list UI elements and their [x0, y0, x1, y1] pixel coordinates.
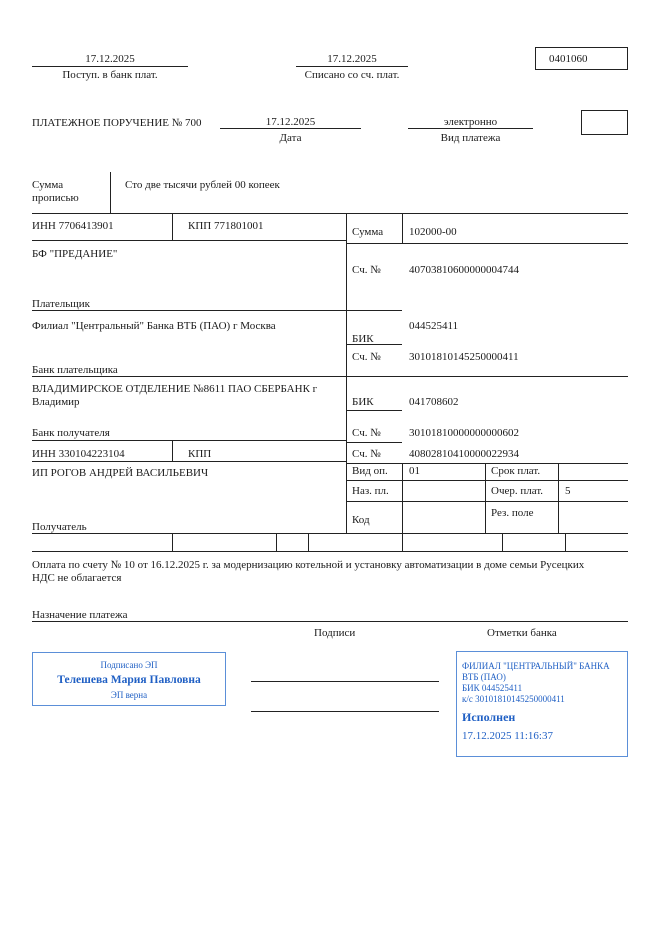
- payer-bank-bik-value: 044525411: [409, 320, 459, 332]
- priority-value: 5: [565, 485, 571, 497]
- recipient-bank-role-label: Банк получателя: [32, 427, 110, 439]
- divider: [346, 243, 628, 244]
- signature-line: [251, 711, 439, 712]
- payer-bank-bik-label: БИК: [352, 333, 374, 345]
- priority-label: Очер. плат.: [491, 485, 544, 497]
- received-label: Поступ. в банк плат.: [62, 69, 158, 81]
- signature-line: [251, 681, 439, 682]
- payer-kpp: КПП 771801001: [188, 220, 264, 232]
- divider: [308, 533, 309, 551]
- divider: [32, 440, 346, 441]
- bank-stamp-datetime: 17.12.2025 11:16:37: [462, 730, 553, 742]
- recipient-bank-bik-value: 041708602: [409, 396, 459, 408]
- ep-signer-name: Телешева Мария Павловна: [57, 674, 201, 686]
- order-date-label: Дата: [279, 132, 302, 144]
- bank-stamp: [456, 651, 628, 757]
- recipient-kpp: КПП: [188, 448, 212, 460]
- bank-stamp-status: Исполнен: [462, 710, 516, 724]
- divider: [346, 480, 628, 481]
- divider: [32, 621, 628, 622]
- divider: [346, 410, 402, 411]
- divider: [346, 213, 347, 533]
- sum-value: 102000-00: [409, 226, 457, 238]
- form-code: 0401060: [549, 53, 588, 65]
- code-label: Код: [352, 514, 370, 526]
- sum-label: Сумма: [352, 226, 384, 238]
- divider: [172, 213, 173, 240]
- divider: [296, 66, 408, 67]
- recipient-bank-corr-value: 30101810000000000602: [409, 427, 519, 439]
- recipient-name: ИП РОГОВ АНДРЕЙ ВАСИЛЬЕВИЧ: [32, 467, 209, 479]
- divider: [502, 533, 503, 551]
- divider: [32, 213, 628, 214]
- divider: [32, 551, 628, 552]
- amount-words-value: Сто две тысячи рублей 00 копеек: [125, 179, 280, 191]
- received-date: 17.12.2025: [85, 53, 135, 65]
- divider: [110, 172, 111, 213]
- payer-bank-role-label: Банк плательщика: [32, 364, 118, 376]
- amount-words-label: Сумма прописью: [32, 179, 79, 204]
- recipient-bank-name: ВЛАДИМИРСКОЕ ОТДЕЛЕНИЕ №8611 ПАО СБЕРБАНК г Владимир: [32, 383, 318, 408]
- divider: [402, 213, 403, 243]
- divider: [172, 440, 173, 461]
- divider: [32, 310, 346, 311]
- empty-box: [581, 110, 628, 135]
- divider: [346, 501, 628, 502]
- purpose-code-label: Наз. пл.: [352, 485, 389, 497]
- signatures-label: Подписи: [314, 627, 356, 639]
- divider: [346, 442, 402, 443]
- purpose-text: Оплата по счету № 10 от 16.12.2025 г. за модернизацию котельной и установку автоматизации в доме семьи Русецких НДС не облагается: [32, 559, 585, 584]
- recipient-bank-corr-label: Сч. №: [352, 427, 381, 439]
- bank-stamp-line2: ВТБ (ПАО): [462, 672, 506, 682]
- payer-bank-name: Филиал "Центральный" Банка ВТБ (ПАО) г Москва: [32, 320, 276, 332]
- divider: [558, 463, 559, 533]
- payer-role-label: Плательщик: [32, 298, 90, 310]
- recipient-account-label: Сч. №: [352, 448, 381, 460]
- divider: [408, 128, 533, 129]
- divider: [346, 463, 628, 464]
- ep-signature-stamp: [32, 652, 226, 706]
- divider: [172, 533, 173, 551]
- divider: [485, 463, 486, 533]
- payer-account-value: 40703810600000004744: [409, 264, 519, 276]
- recipient-inn: ИНН 330104223104: [32, 448, 125, 460]
- purpose-label: Назначение платежа: [32, 609, 128, 621]
- bank-marks-label: Отметки банка: [487, 627, 557, 639]
- page-title: ПЛАТЕЖНОЕ ПОРУЧЕНИЕ № 700: [32, 117, 202, 129]
- debited-date: 17.12.2025: [327, 53, 377, 65]
- bank-stamp-line4: к/с 30101810145250000411: [462, 694, 565, 704]
- recipient-account-value: 40802810410000022934: [409, 448, 519, 460]
- divider: [32, 461, 346, 462]
- payer-bank-corr-value: 30101810145250000411: [409, 351, 519, 363]
- bank-stamp-line3: БИК 044525411: [462, 683, 523, 693]
- divider: [32, 376, 628, 377]
- divider: [346, 310, 402, 311]
- payment-type: электронно: [443, 116, 498, 128]
- form-code-box: [535, 47, 628, 70]
- divider: [32, 240, 346, 241]
- payer-inn: ИНН 7706413901: [32, 220, 114, 232]
- divider: [32, 66, 188, 67]
- term-label: Срок плат.: [491, 465, 541, 477]
- payer-name: БФ "ПРЕДАНИЕ": [32, 248, 118, 260]
- divider: [220, 128, 361, 129]
- ep-status: ЭП верна: [110, 690, 148, 700]
- order-date: 17.12.2025: [265, 116, 316, 128]
- recipient-bank-bik-label: БИК: [352, 396, 374, 408]
- bank-stamp-line1: ФИЛИАЛ "ЦЕНТРАЛЬНЫЙ" БАНКА: [462, 661, 610, 671]
- op-type-label: Вид оп.: [352, 465, 388, 477]
- recipient-role-label: Получатель: [32, 521, 87, 533]
- ep-title: Подписано ЭП: [100, 660, 158, 670]
- divider: [276, 533, 277, 551]
- payer-account-label: Сч. №: [352, 264, 381, 276]
- reserve-label: Рез. поле: [491, 507, 534, 519]
- debited-label: Списано со сч. плат.: [304, 69, 400, 81]
- divider: [32, 533, 628, 534]
- op-type-value: 01: [409, 465, 420, 477]
- divider: [565, 533, 566, 551]
- payment-type-label: Вид платежа: [440, 132, 501, 144]
- divider: [402, 533, 403, 551]
- divider: [402, 463, 403, 533]
- payer-bank-corr-label: Сч. №: [352, 351, 381, 363]
